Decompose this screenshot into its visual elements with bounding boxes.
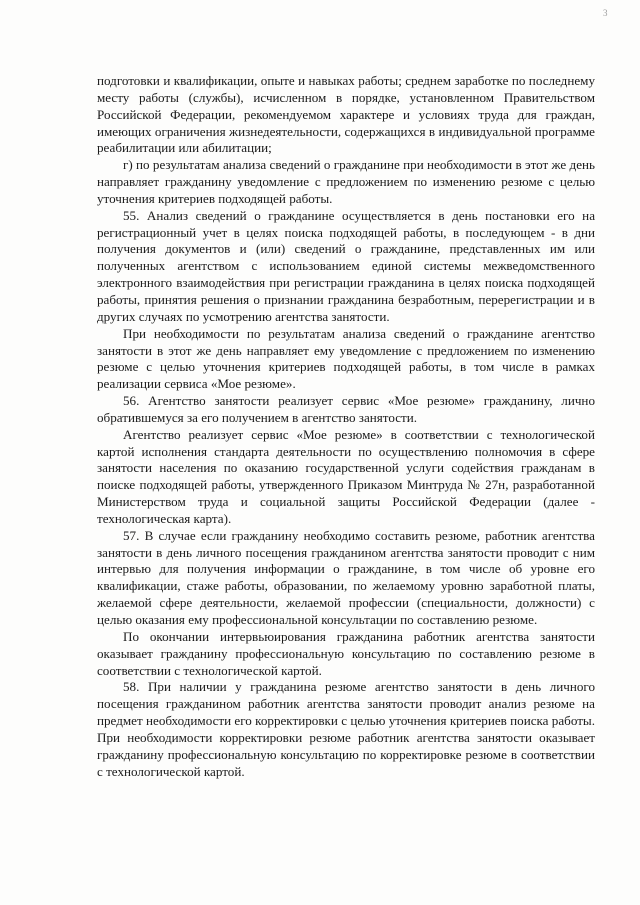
paragraph-1: подготовки и квалификации, опыте и навыках работы; среднем заработке по последнему месту работы (службы), исчисленном в порядке, установленном Правительством Российской Федерации, рекомендуемом характере и условиях труда для граждан, имеющих ограничения жизнедеятельности, содержащихся в индивидуальной программе реабилитации или абилитации; (97, 73, 595, 156)
paragraph-5: 56. Агентство занятости реализует сервис «Мое резюме» гражданину, лично обратившемуся за его получением в агентство занятости. (97, 393, 595, 425)
document-body (97, 73, 595, 780)
corner-mark: 3 (603, 8, 608, 18)
paragraph-4: При необходимости по результатам анализа сведений о гражданине агентство занятости в этот же день направляет ему уведомление с предложением по изменению резюме с целью уточнения критериев подходящей работы, в том числе в рамках реализации сервиса «Мое резюме». (97, 325, 595, 392)
paragraph-3: 55. Анализ сведений о гражданине осуществляется в день постановки его на регистрационный учет в целях поиска подходящей работы, в последующем - в дни получения документов и (или) сведений о гражданине, представленных им или полученных агентством с использованием единой системы межведомственного электронного взаимодействия при регистрации гражданина в целях поиска подходящей работы, принятия решения о признании гражданина безработным, перерегистрации и в других случаях по усмотрению агентства занятости. (97, 207, 595, 324)
paragraph-9: 58. При наличии у гражданина резюме агентство занятости в день личного посещения гражданином работник агентства занятости проводит анализ резюме на предмет необходимости его корректировки с целью уточнения критериев поиска работы. При необходимости корректировки резюме работник агентства занятости оказывает гражданину профессиональную консультацию по корректировке резюме в соответствии с технологической картой. (97, 679, 595, 779)
paragraph-8: По окончании интервьюирования гражданина работник агентства занятости оказывает гражданину профессиональную консультацию по составлению резюме в соответствии с технологической картой. (97, 628, 595, 678)
paragraph-6: Агентство реализует сервис «Мое резюме» в соответствии с технологической картой исполнения стандарта деятельности по осуществлению полномочия в сфере занятости населения по оказанию государственной услуги содействия гражданам в поиске подходящей работы, утвержденного Приказом Минтруда № 27н, разработанной Министерством труда и социальной защиты Российской Федерации (далее - технологическая карта). (97, 426, 595, 526)
paragraph-7: 57. В случае если гражданину необходимо составить резюме, работник агентства занятости в день личного посещения гражданином агентства занятости проводит с ним интервью для получения информации о гражданине, в том числе об уровне его квалификации, стаже работы, образовании, по желаемому уровню заработной платы, желаемой сфере деятельности, желаемой профессии (специальности, должности) с целью оказания ему профессиональной консультации по составлению резюме. (97, 527, 595, 627)
paragraph-2: г) по результатам анализа сведений о гражданине при необходимости в этот же день направляет гражданину уведомление с предложением по изменению резюме с целью уточнения критериев подходящей работы. (97, 157, 595, 206)
